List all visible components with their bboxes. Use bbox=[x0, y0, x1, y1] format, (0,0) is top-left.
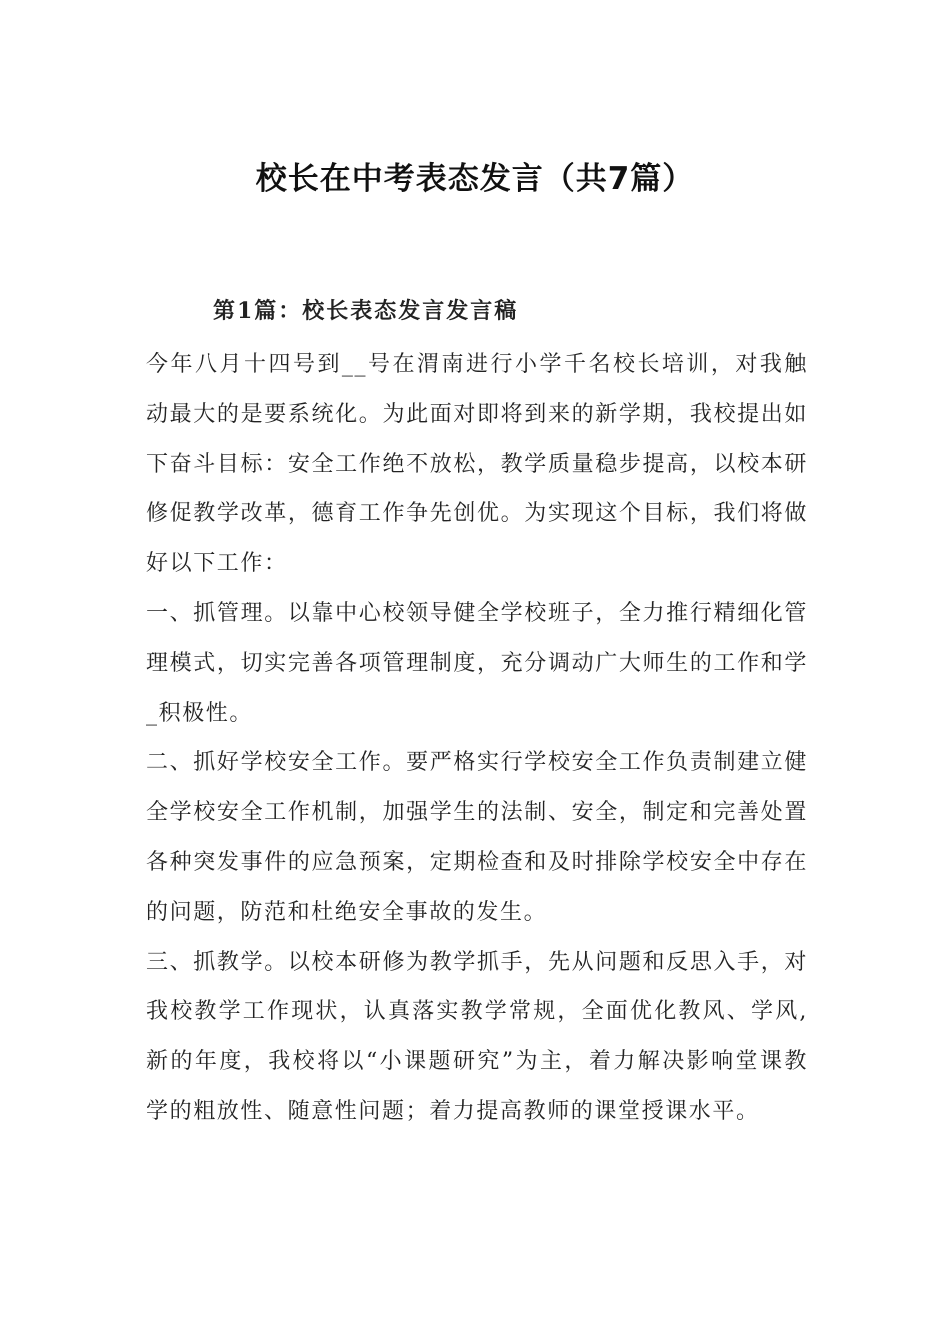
document-body bbox=[146, 340, 808, 1137]
document-title: 校长在中考表态发言（共7篇） bbox=[255, 161, 695, 197]
paragraph-teaching: 三、抓教学。以校本研修为教学抓手，先从问题和反思入手，对我校教学工作现状，认真落实教学常规，全面优化教风、学风,新的年度，我校将以“小课题研究”为主，着力解决影响堂课教学的粗放性、随意性问题；着力提高教师的课堂授课水平。 bbox=[146, 949, 808, 1124]
paragraph-safety: 二、抓好学校安全工作。要严格实行学校安全工作负责制建立健全学校安全工作机制，加强学生的法制、安全，制定和完善处置各种突发事件的应急预案，定期检查和及时排除学校安全中存在的问题，防范和杜绝安全事故的发生。 bbox=[146, 750, 808, 925]
paragraph-management: 一、抓管理。以靠中心校领导健全学校班子，全力推行精细化管理模式，切实完善各项管理制度，充分调动广大师生的工作和学_积极性。 bbox=[146, 600, 808, 726]
section-heading: 第1篇：校长表态发言发言稿 bbox=[213, 298, 519, 324]
paragraph-intro: 今年八月十四号到__号在渭南进行小学千名校长培训，对我触动最大的是要系统化。为此面对即将到来的新学期，我校提出如下奋斗目标：安全工作绝不放松，教学质量稳步提高，以校本研修促教学改革，德育工作争先创优。为实现这个目标，我们将做好以下工作： bbox=[146, 352, 808, 577]
